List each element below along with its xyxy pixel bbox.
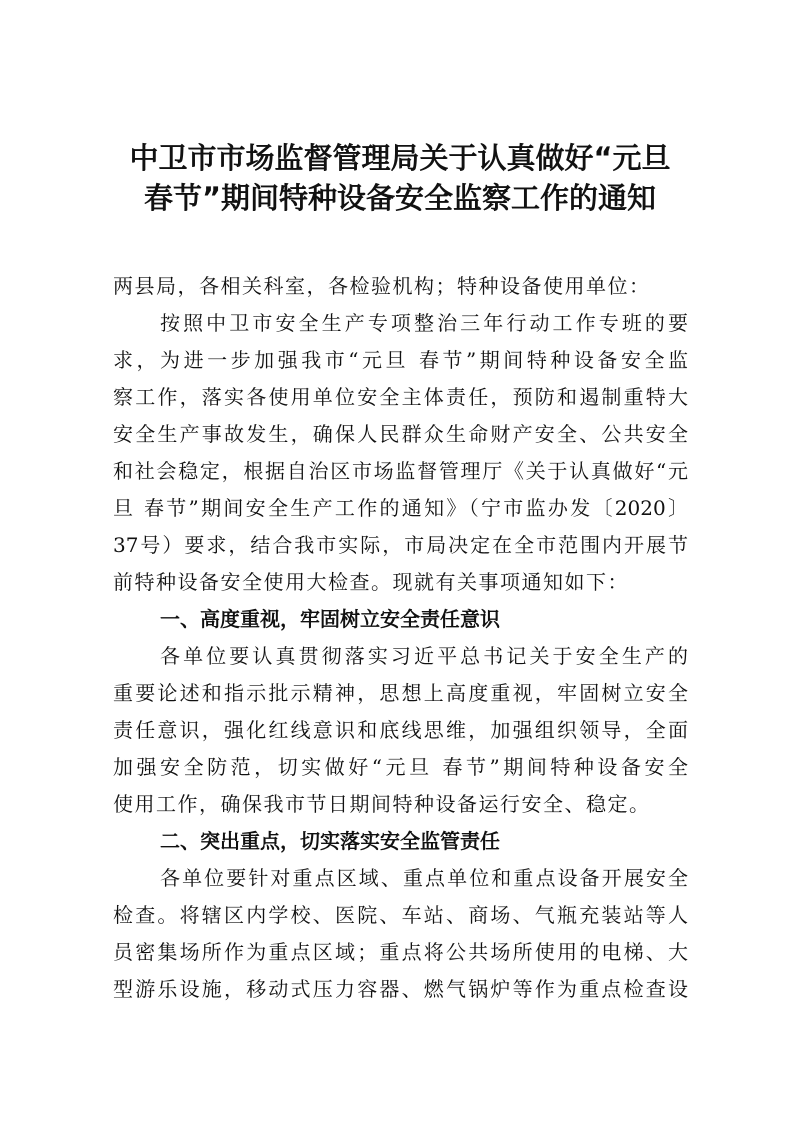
document-title [110, 138, 690, 218]
paragraph-line: 按照中卫市安全生产专项整治三年行动工作专班的要 [160, 311, 688, 335]
paragraph-line: 检查。将辖区内学校、医院、车站、商场、气瓶充装站等人 [113, 903, 688, 927]
section-heading-1: 一、高度重视，牢固树立安全责任意识 [160, 607, 500, 631]
paragraph-line: 加强安全防范，切实做好“元旦 春节”期间特种设备安全 [113, 755, 688, 779]
salutation: 两县局，各相关科室，各检验机构；特种设备使用单位： [113, 274, 651, 298]
paragraph-line: 37号）要求，结合我市实际，市局决定在全市范围内开展节 [113, 533, 688, 557]
paragraph-line: 安全生产事故发生，确保人民群众生命财产安全、公共安全 [113, 422, 688, 446]
document-body [113, 268, 688, 1008]
paragraph-line: 使用工作，确保我市节日期间特种设备运行安全、稳定。 [113, 792, 651, 816]
section-heading-2: 二、突出重点，切实落实安全监管责任 [160, 829, 500, 853]
paragraph-line: 各单位要认真贯彻落实习近平总书记关于安全生产的 [160, 644, 688, 668]
paragraph-line: 前特种设备安全使用大检查。现就有关事项通知如下： [113, 570, 629, 594]
title-line-2: 春节”期间特种设备安全监察工作的通知 [143, 181, 657, 215]
paragraph-line: 员密集场所作为重点区域；重点将公共场所使用的电梯、大 [113, 940, 688, 964]
paragraph-line: 和社会稳定，根据自治区市场监督管理厅《关于认真做好“元 [113, 459, 688, 483]
paragraph-line: 察工作，落实各使用单位安全主体责任，预防和遏制重特大 [113, 385, 688, 409]
paragraph-line: 重要论述和指示批示精神，思想上高度重视，牢固树立安全 [113, 681, 688, 705]
paragraph-line: 求，为进一步加强我市“元旦 春节”期间特种设备安全监 [113, 348, 688, 372]
paragraph-line: 型游乐设施，移动式压力容器、燃气锅炉等作为重点检查设 [113, 977, 688, 1001]
title-line-1: 中卫市市场监督管理局关于认真做好“元旦 [129, 141, 671, 175]
paragraph-line: 各单位要针对重点区域、重点单位和重点设备开展安全 [160, 866, 688, 890]
paragraph-line: 旦 春节”期间安全生产工作的通知》（宁市监办发〔2020〕 [113, 496, 688, 520]
paragraph-line: 责任意识，强化红线意识和底线思维，加强组织领导，全面 [113, 718, 688, 742]
